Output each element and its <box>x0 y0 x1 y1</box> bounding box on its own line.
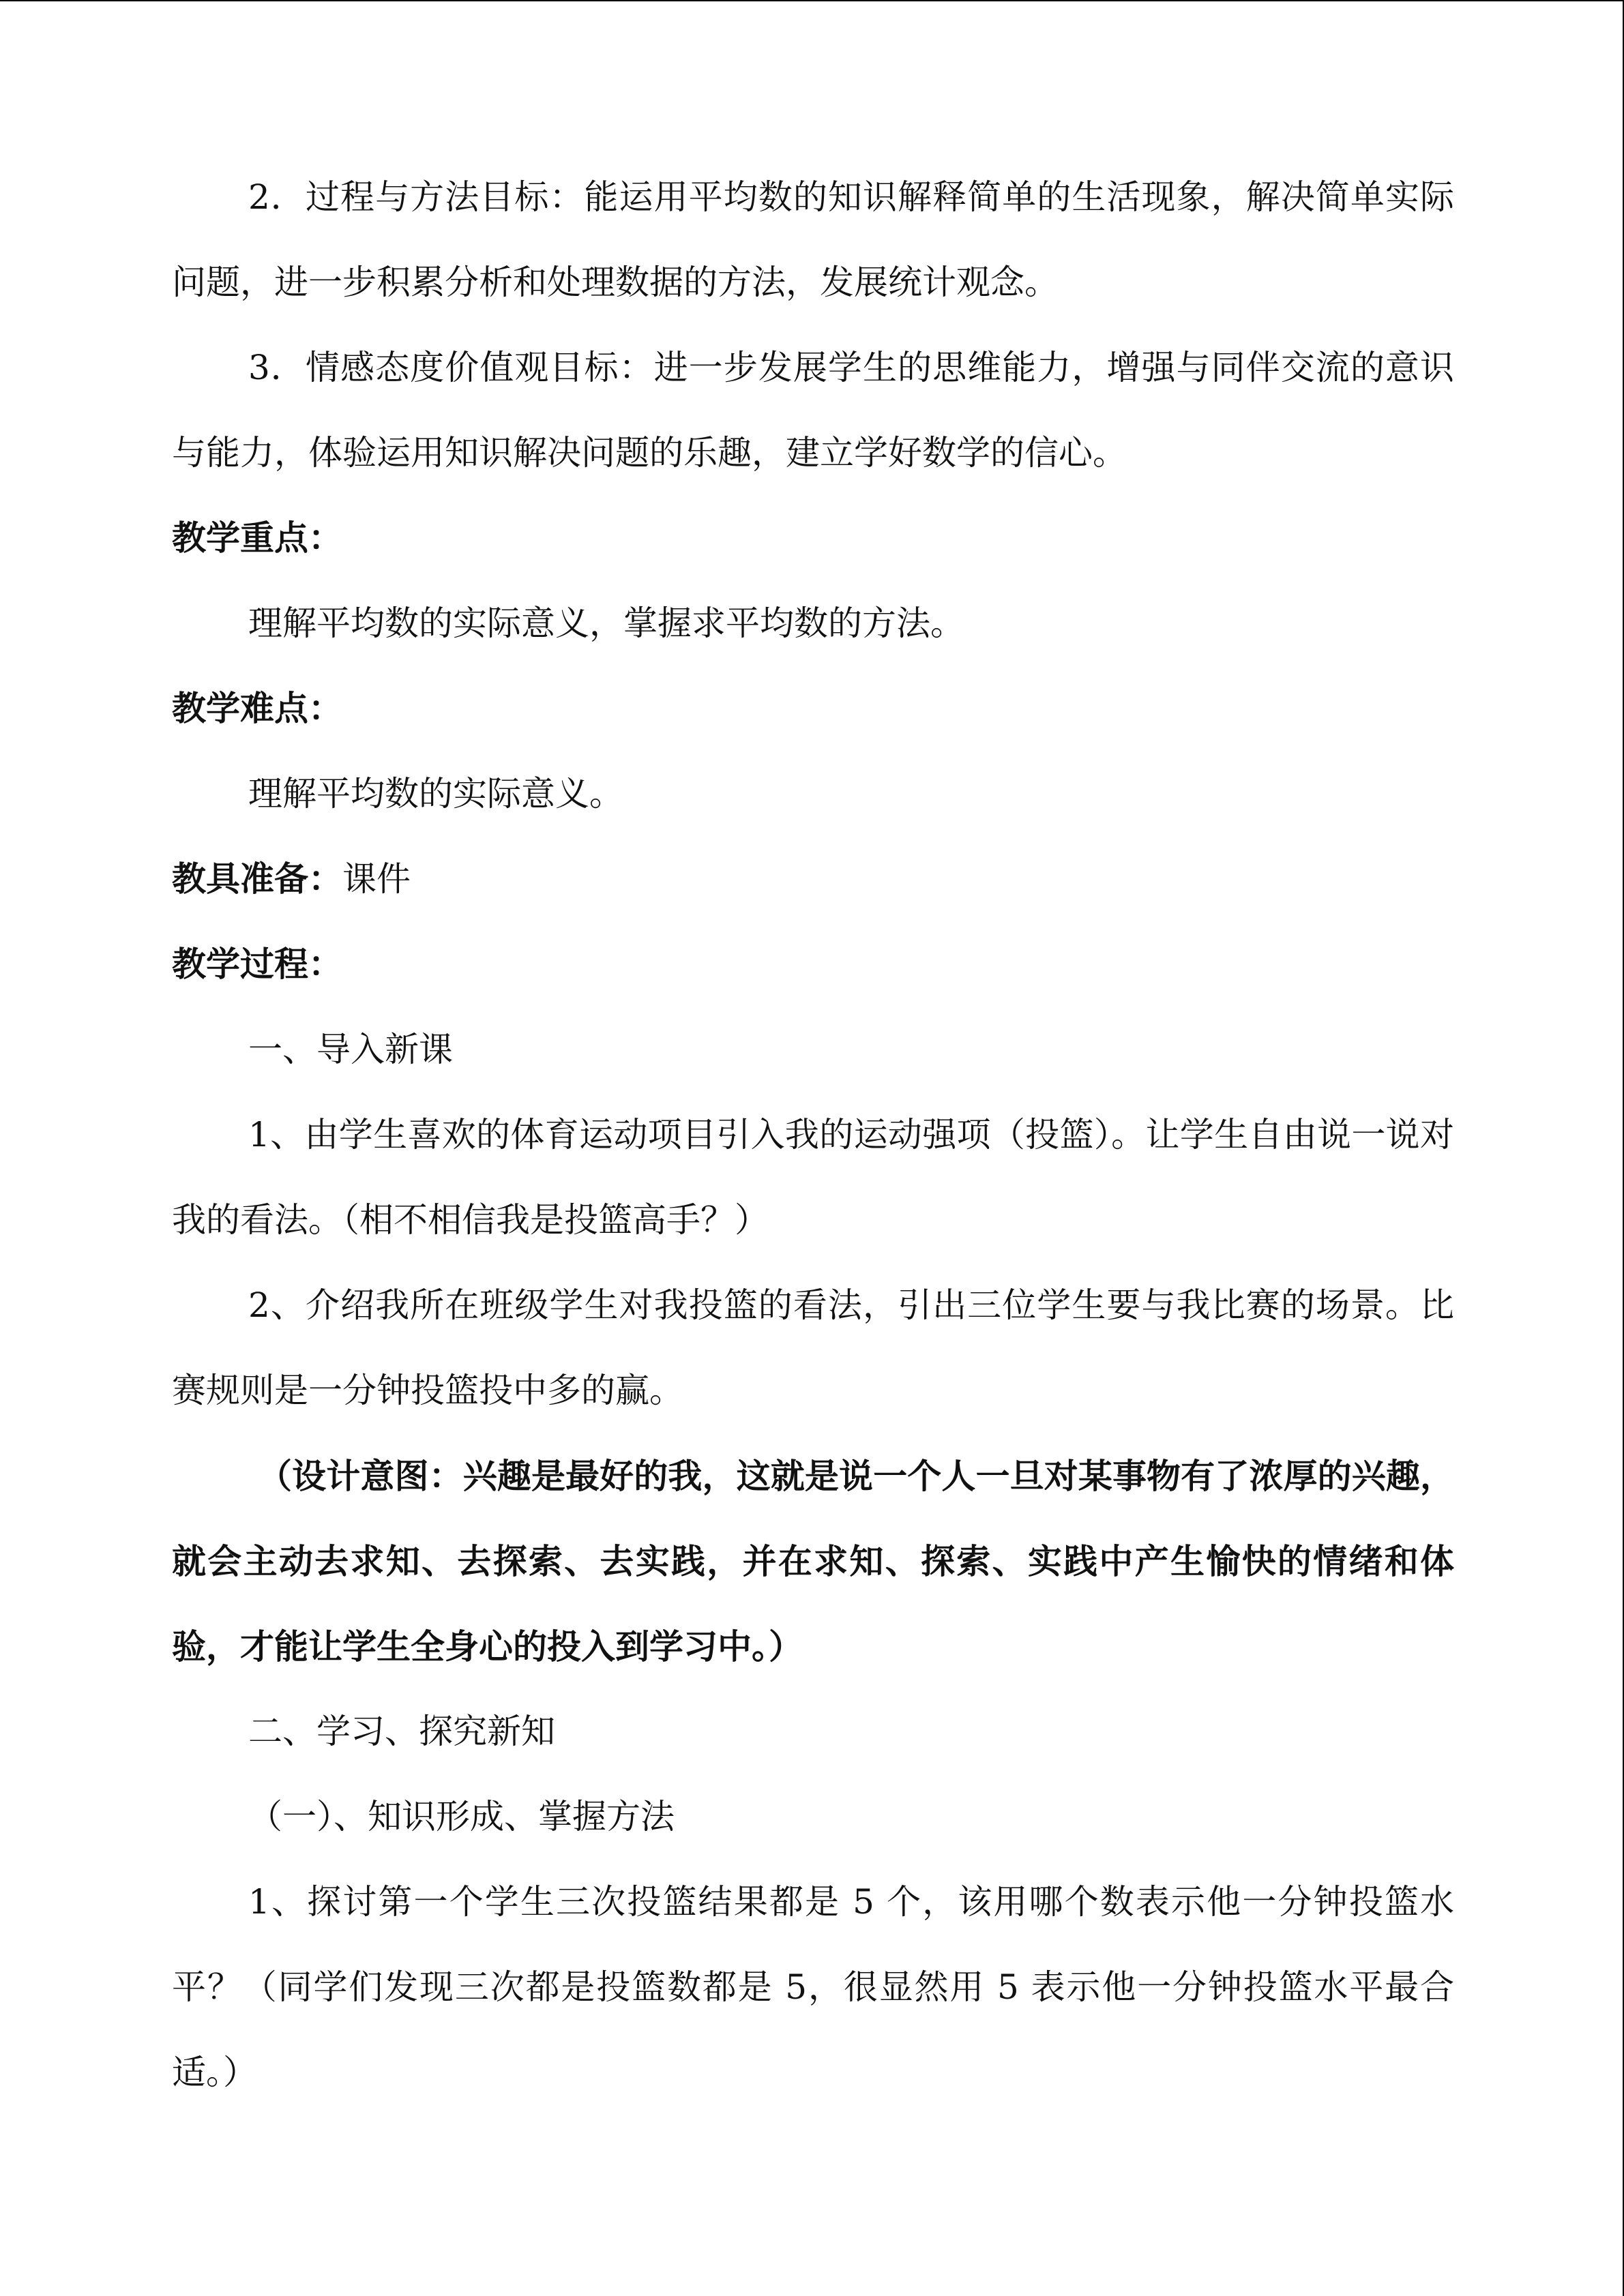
document-body <box>172 155 1454 2115</box>
teaching-aids-label: 教具准备： <box>172 859 342 899</box>
key-points-paragraph: 理解平均数的实际意义，掌握求平均数的方法。 <box>248 603 964 643</box>
key-points-heading: 教学重点： <box>172 518 342 558</box>
difficulties-paragraph: 理解平均数的实际意义。 <box>248 774 623 814</box>
goal-process-method-paragraph: 2．过程与方法目标：能运用平均数的知识解释简单的生活现象，解决简单实际问题，进一步积累分析和处理数据的方法，发展统计观念。 <box>172 177 1454 302</box>
goal-emotion-attitude-paragraph: 3．情感态度价值观目标：进一步发展学生的思维能力，增强与同伴交流的意识与能力，体验运用知识解决问题的乐趣，建立学好数学的信心。 <box>172 348 1454 473</box>
subsection-2-1-title: （一）、知识形成、掌握方法 <box>248 1797 675 1836</box>
section-2-title: 二、学习、探究新知 <box>248 1712 555 1751</box>
difficulties-heading: 教学难点： <box>172 689 342 728</box>
section-1-title: 一、导入新课 <box>248 1030 453 1069</box>
step-2-1-paragraph: 1、探讨第一个学生三次投篮结果都是 5 个，该用哪个数表示他一分钟投篮水平？（同学们发现三次都是投篮数都是 5，很显然用 5 表示他一分钟投篮水平最合适。） <box>172 1882 1454 2092</box>
process-heading: 教学过程： <box>172 944 342 984</box>
design-intent-paragraph: （设计意图：兴趣是最好的我，这就是说一个人一旦对某事物有了浓厚的兴趣，就会主动去求知、去探索、去实践，并在求知、探索、实践中产生愉快的情绪和体验，才能让学生全身心的投入到学习中。） <box>172 1456 1454 1667</box>
teaching-aids-value: 课件 <box>342 859 411 899</box>
step-1-1-paragraph: 1、由学生喜欢的体育运动项目引入我的运动强项（投篮）。让学生自由说一说对我的看法。（相不相信我是投篮高手？） <box>172 1115 1454 1240</box>
teaching-aids-line <box>172 837 1454 922</box>
step-1-2-paragraph: 2、介绍我所在班级学生对我投篮的看法，引出三位学生要与我比赛的场景。比赛规则是一分钟投篮投中多的赢。 <box>172 1285 1454 1410</box>
